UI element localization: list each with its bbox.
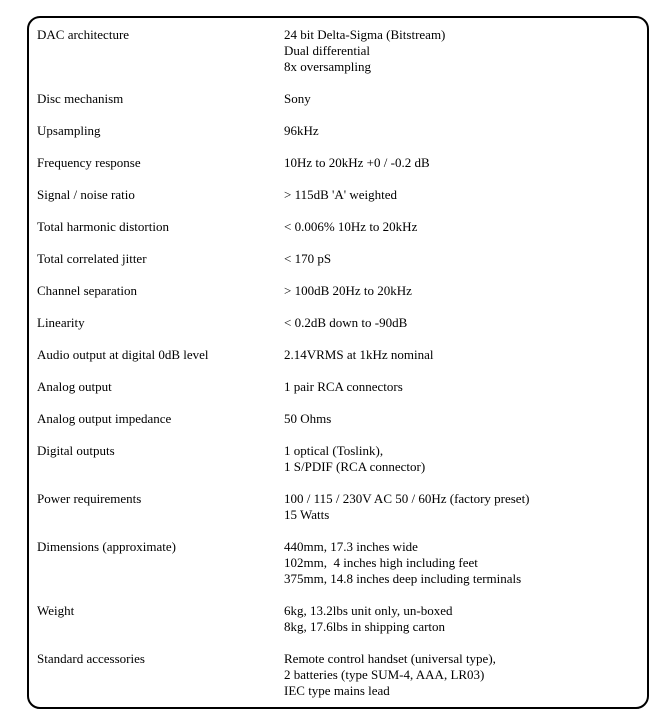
spec-value-line: 440mm, 17.3 inches wide xyxy=(284,539,418,554)
spec-value xyxy=(284,443,637,475)
spec-row xyxy=(37,155,637,171)
spec-value-line: 10Hz to 20kHz +0 / -0.2 dB xyxy=(284,155,430,170)
spec-row xyxy=(37,539,637,587)
spec-value xyxy=(284,251,637,267)
specifications-table xyxy=(37,27,637,715)
spec-value-line: 8kg, 17.6lbs in shipping carton xyxy=(284,619,446,634)
spec-row xyxy=(37,219,637,235)
spec-value xyxy=(284,219,637,235)
spec-label: DAC architecture xyxy=(37,27,130,42)
spec-label: Standard accessories xyxy=(37,651,145,666)
spec-label: Power requirements xyxy=(37,491,142,506)
spec-label: Signal / noise ratio xyxy=(37,187,135,202)
spec-value-line: 2 batteries (type SUM-4, AAA, LR03) xyxy=(284,667,485,682)
spec-row xyxy=(37,411,637,427)
spec-label: Analog output impedance xyxy=(37,411,172,426)
spec-row xyxy=(37,123,637,139)
spec-row xyxy=(37,27,637,75)
spec-label: Channel separation xyxy=(37,283,137,298)
spec-label: Total harmonic distortion xyxy=(37,219,169,234)
spec-value-line: 102mm, 4 inches high including feet xyxy=(284,555,478,570)
spec-value-line: 375mm, 14.8 inches deep including terminals xyxy=(284,571,522,586)
spec-row xyxy=(37,187,637,203)
spec-label: Total correlated jitter xyxy=(37,251,147,266)
spec-value xyxy=(284,123,637,139)
spec-value-line: 8x oversampling xyxy=(284,59,372,74)
spec-row xyxy=(37,491,637,523)
spec-value-line: 1 S/PDIF (RCA connector) xyxy=(284,459,426,474)
spec-label: Analog output xyxy=(37,379,112,394)
spec-value-line: 1 optical (Toslink), xyxy=(284,443,384,458)
spec-label: Weight xyxy=(37,603,75,618)
spec-value xyxy=(284,539,637,587)
spec-row xyxy=(37,603,637,635)
spec-value-line: 15 Watts xyxy=(284,507,330,522)
spec-value xyxy=(284,651,637,699)
spec-value-line: > 100dB 20Hz to 20kHz xyxy=(284,283,412,298)
spec-value xyxy=(284,315,637,331)
spec-value-line: > 115dB 'A' weighted xyxy=(284,187,397,202)
spec-value xyxy=(284,283,637,299)
spec-value xyxy=(284,603,637,635)
spec-value-line: IEC type mains lead xyxy=(284,683,390,698)
spec-value-line: < 0.006% 10Hz to 20kHz xyxy=(284,219,418,234)
spec-value-line: 6kg, 13.2lbs unit only, un-boxed xyxy=(284,603,453,618)
spec-value-line: Sony xyxy=(284,91,311,106)
spec-label: Audio output at digital 0dB level xyxy=(37,347,209,362)
spec-label: Upsampling xyxy=(37,123,101,138)
spec-value-line: Dual differential xyxy=(284,43,371,58)
spec-value xyxy=(284,155,637,171)
spec-value-line: 50 Ohms xyxy=(284,411,332,426)
spec-value xyxy=(284,347,637,363)
spec-value-line: 100 / 115 / 230V AC 50 / 60Hz (factory preset) xyxy=(284,491,530,506)
spec-value xyxy=(284,27,637,75)
spec-value xyxy=(284,91,637,107)
spec-value-line: 1 pair RCA connectors xyxy=(284,379,403,394)
spec-value-line: Remote control handset (universal type), xyxy=(284,651,496,666)
spec-row xyxy=(37,651,637,699)
spec-row xyxy=(37,379,637,395)
spec-value xyxy=(284,411,637,427)
spec-row xyxy=(37,443,637,475)
spec-value xyxy=(284,491,637,523)
spec-label: Linearity xyxy=(37,315,85,330)
spec-label: Dimensions (approximate) xyxy=(37,539,176,554)
spec-row xyxy=(37,251,637,267)
spec-value-line: 2.14VRMS at 1kHz nominal xyxy=(284,347,434,362)
spec-row xyxy=(37,283,637,299)
spec-label: Frequency response xyxy=(37,155,141,170)
spec-value-line: < 170 pS xyxy=(284,251,332,266)
spec-value xyxy=(284,379,637,395)
spec-row xyxy=(37,347,637,363)
spec-value-line: 96kHz xyxy=(284,123,319,138)
spec-value xyxy=(284,187,637,203)
spec-value-line: < 0.2dB down to -90dB xyxy=(284,315,408,330)
spec-row xyxy=(37,315,637,331)
spec-label: Digital outputs xyxy=(37,443,115,458)
spec-row xyxy=(37,91,637,107)
spec-label: Disc mechanism xyxy=(37,91,124,106)
spec-value-line: 24 bit Delta-Sigma (Bitstream) xyxy=(284,27,446,42)
